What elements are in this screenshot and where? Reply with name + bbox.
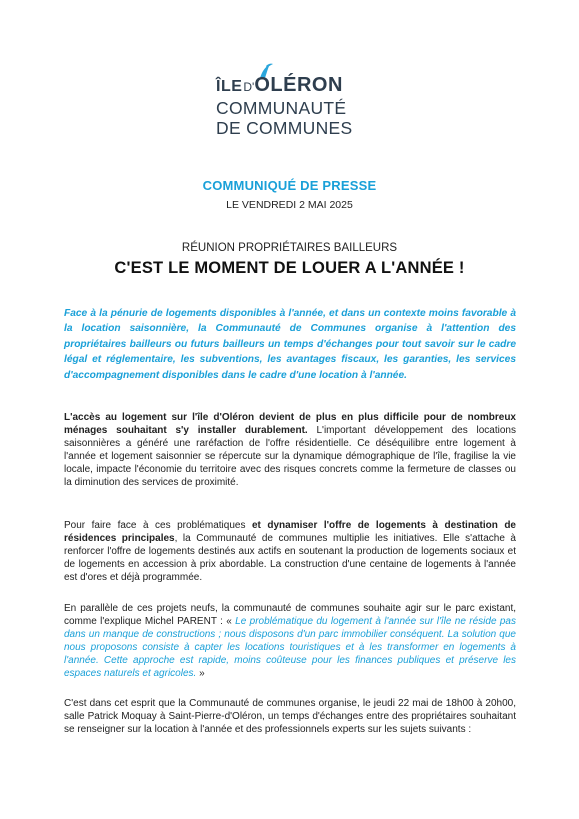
logo-de-communes: DE COMMUNES bbox=[216, 118, 353, 138]
paragraph-3-quote: Le problématique du logement à l'année sur l'île ne réside pas dans un manque de constructions ; nous disposons d'un parc immobilier conséquent. La solution que nous proposons consiste à capter les locations touristiques et à les transformer en logements à l'année. Cette approche est rapide, moins coûteuse pour les finances publiques et préserve les espaces naturels et agricoles. bbox=[64, 616, 516, 680]
paragraph-2 bbox=[64, 519, 516, 584]
paragraph-3-end: » bbox=[196, 668, 205, 680]
subtitle: RÉUNION PROPRIÉTAIRES BAILLEURS bbox=[181, 242, 398, 254]
paragraph-3 bbox=[64, 602, 516, 681]
logo-d: D' bbox=[243, 80, 255, 94]
paragraph-1 bbox=[64, 411, 516, 490]
headline: C'EST LE MOMENT DE LOUER A L'ANNÉE ! bbox=[114, 259, 465, 277]
paragraph-1-bold: L'accès au logement sur l'île d'Oléron devient de plus en plus difficile pour de nombreux ménages souhaitant s'y installer durablement. bbox=[64, 412, 516, 437]
paragraph-2-start: Pour faire face à ces problématiques bbox=[64, 520, 252, 531]
logo bbox=[208, 66, 378, 146]
logo-communaute: COMMUNAUTÉ bbox=[216, 98, 347, 118]
paragraph-2-text: , la Communauté de communes multiplie les initiatives. Elle s'attache à renforcer l'offre de logements destinés aux actifs en soutenant la production de logements sociaux et de logements en accession à prix abordable. La construction d'une centaine de logements à l'année est d'ores et déjà programmée. bbox=[64, 533, 516, 584]
logo-title bbox=[216, 74, 343, 94]
logo-oleron: OLÉRON bbox=[254, 74, 343, 96]
paragraph-2-bold: et dynamiser l'offre de logements à destination de résidences principales bbox=[64, 520, 516, 545]
press-release-title: COMMUNIQUÉ DE PRESSE bbox=[202, 178, 377, 193]
paragraph-4: C'est dans cet esprit que la Communauté de communes organise, le jeudi 22 mai de 18h00 à 20h00, salle Patrick Moquay à Saint-Pierre-d'Oléron, un temps d'échanges entre des propriétaires souhaitant se renseigner sur la location à l'année et des professionnels experts sur les sujets suivants : bbox=[64, 698, 516, 736]
intro-paragraph: Face à la pénurie de logements disponibles à l'année, et dans un contexte moins favorable à la location saisonnière, la Communauté de Communes organise à l'attention des propriétaires bailleurs ou futurs bailleurs un temps d'échanges pour tout savoir sur le cadre légal et réglementaire, les subventions, les avantages fiscaux, les garanties, les services d'accompagnement disponibles dans le cadre d'une location à l'année. bbox=[64, 308, 516, 381]
paragraph-1-text: L'important développement des locations saisonnières a généré une raréfaction de l'offre résidentielle. Ce déséquilibre entre logement à l'année et logement saisonnier se répercute sur la dynamique démographique de l'île, fragilise la vie locale, impacte l'économie du territoire avec des risques concrets comme la fermeture de classes ou la diminution des services de proximité. bbox=[64, 425, 516, 489]
release-date: LE VENDREDI 2 MAI 2025 bbox=[226, 199, 353, 211]
paragraph-3-start: En parallèle de ces projets neufs, la communauté de communes souhaite agir sur le parc existant, comme l'explique Michel PARENT : « bbox=[64, 603, 516, 628]
logo-ile: ÎLE bbox=[216, 78, 243, 95]
